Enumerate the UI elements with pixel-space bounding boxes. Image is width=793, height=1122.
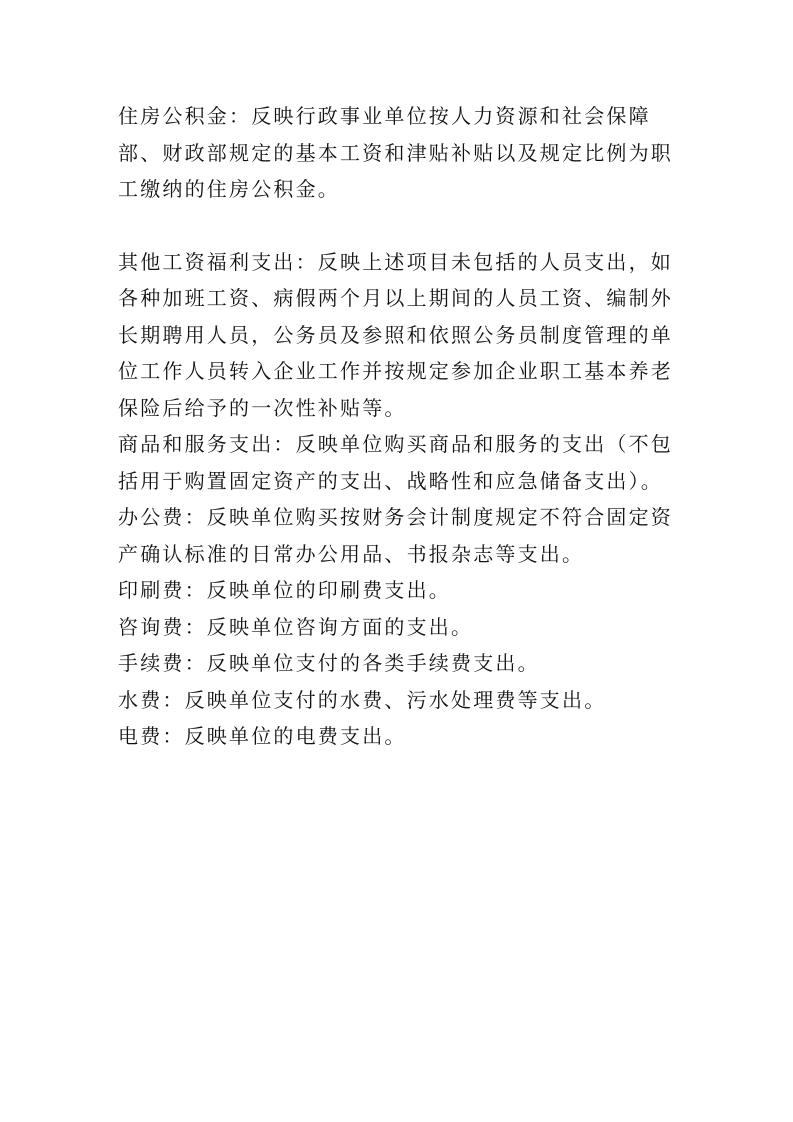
paragraph-housing-fund: 住房公积金：反映行政事业单位按人力资源和社会保障部、财政部规定的基本工资和津贴补贴以及规定比例为职工缴纳的住房公积金。 xyxy=(118,104,673,201)
document-body xyxy=(118,98,678,755)
paragraph-printing-expense: 印刷费：反映单位的印刷费支出。 xyxy=(118,578,451,602)
paragraph-other-wage-welfare: 其他工资福利支出：反映上述项目未包括的人员支出，如各种加班工资、病假两个月以上期间的人员工资、编制外长期聘用人员，公务员及参照和依照公务员制度管理的单位工作人员转入企业工作并按规定参加企业职工基本养老保险后给予的一次性补贴等。 xyxy=(118,249,673,420)
paragraph-goods-services: 商品和服务支出：反映单位购买商品和服务的支出（不包括用于购置固定资产的支出、战略性和应急储备支出）。 xyxy=(118,432,673,493)
paragraph-spacer xyxy=(118,208,678,244)
paragraph-handling-fee: 手续费：反映单位支付的各类手续费支出。 xyxy=(118,651,540,675)
paragraph-office-expense: 办公费：反映单位购买按财务会计制度规定不符合固定资产确认标准的日常办公用品、书报杂志等支出。 xyxy=(118,505,673,566)
paragraph-consulting-expense: 咨询费：反映单位咨询方面的支出。 xyxy=(118,614,474,639)
paragraph-water-fee: 水费：反映单位支付的水费、污水处理费等支出。 xyxy=(118,687,607,712)
paragraph-electricity-fee: 电费：反映单位的电费支出。 xyxy=(118,724,407,748)
